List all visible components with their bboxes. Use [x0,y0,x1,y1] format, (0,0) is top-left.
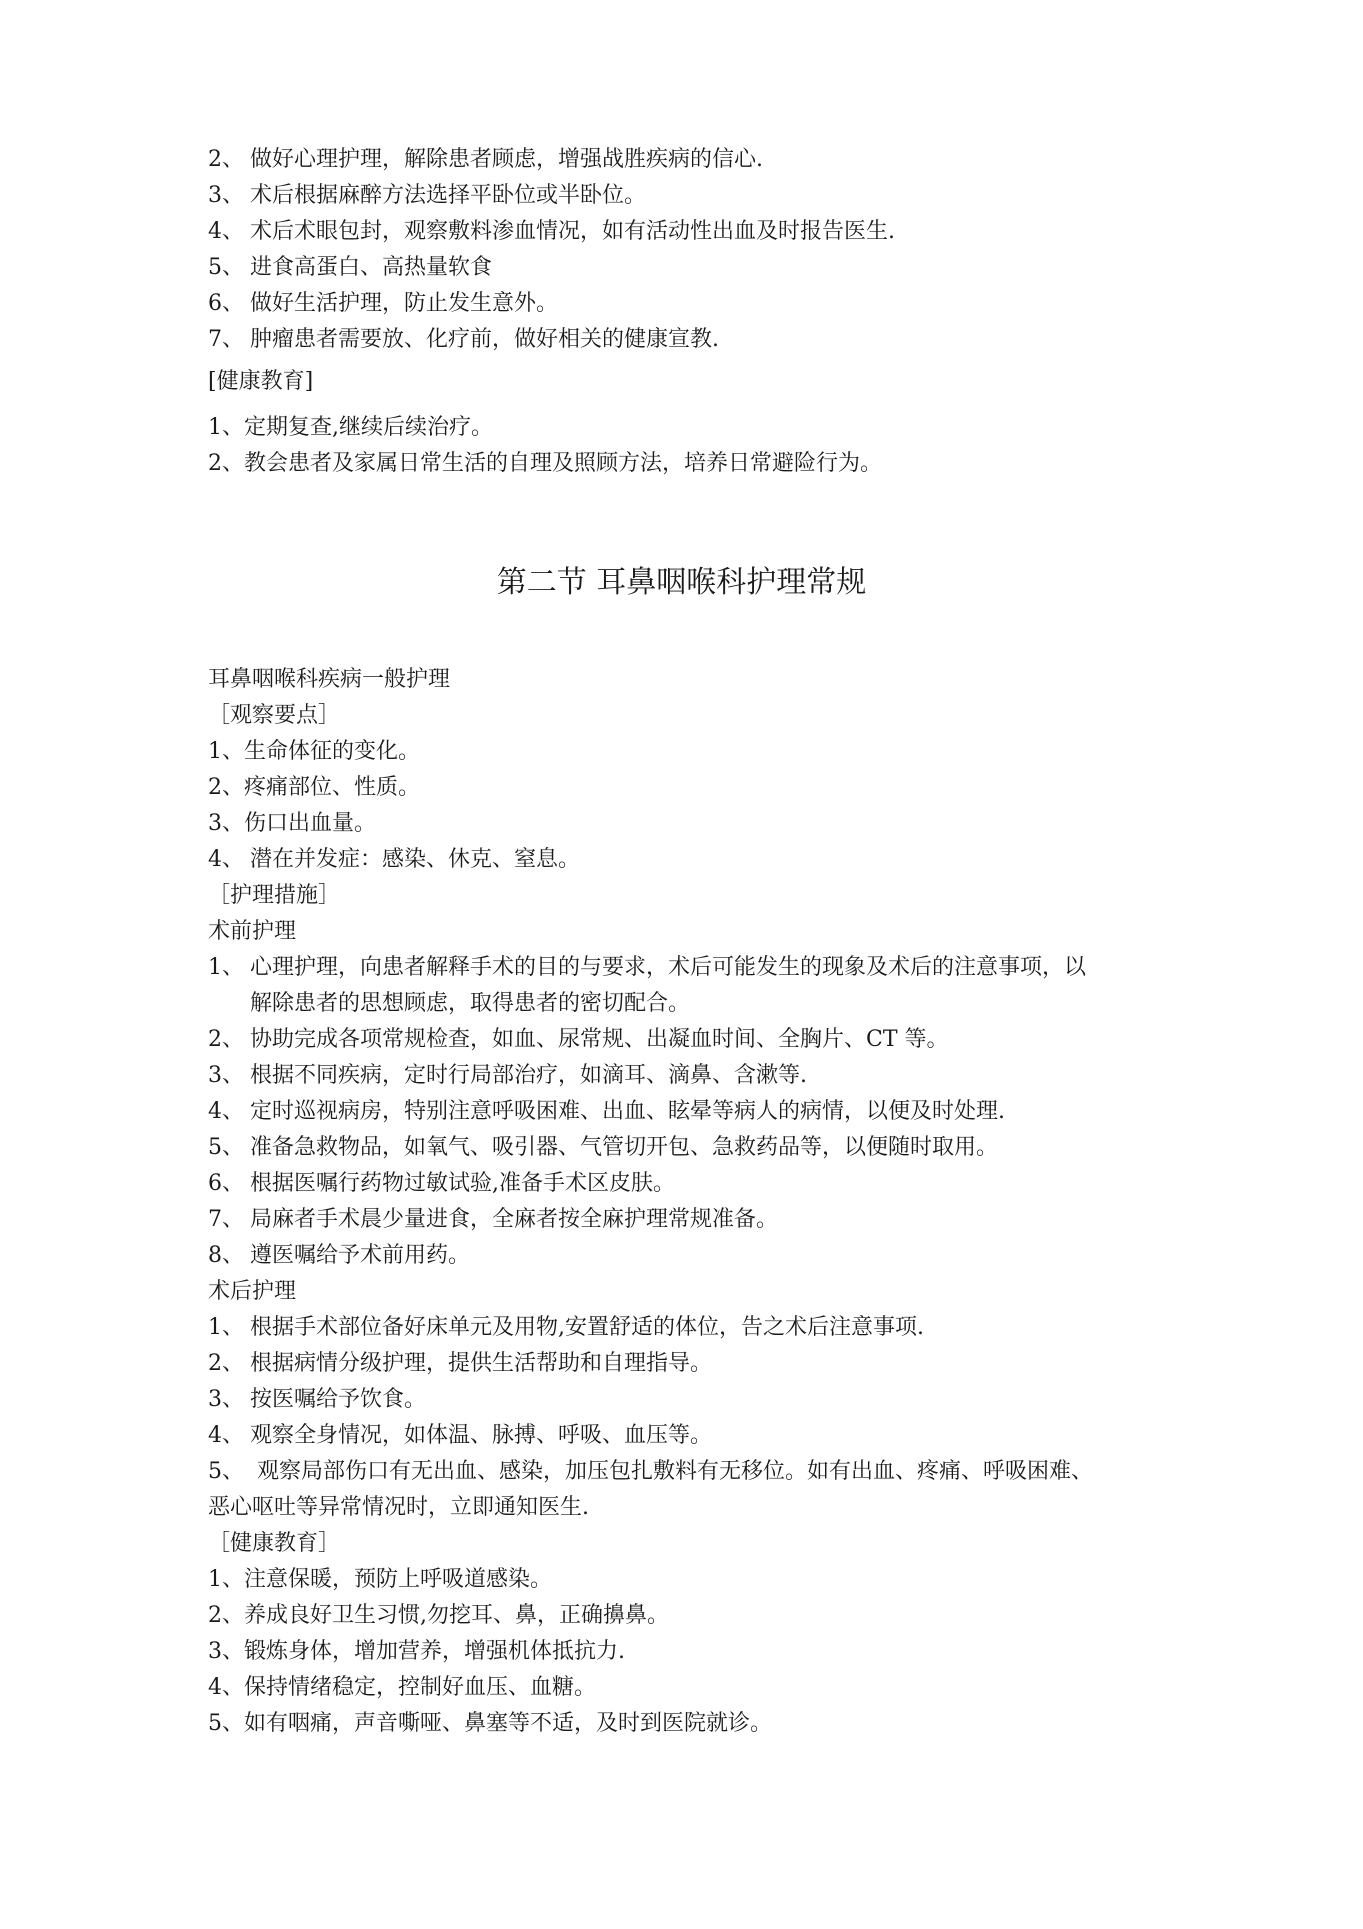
item-number: 1、 [208,739,244,764]
item-number: 1、 [208,1315,244,1340]
list-item [208,1026,949,1054]
list-item [208,846,580,874]
item-number: 6、 [208,1171,244,1196]
item-text: 观察局部伤口有无出血、感染，加压包扎敷料有无移位。如有出血、疼痛、呼吸困难、 [250,1459,1093,1484]
item-text: 做好心理护理，解除患者顾虑，增强战胜疾病的信心. [250,147,763,172]
preop-heading: 术前护理 [208,919,297,944]
measures-heading: ［护理措施］ [208,883,341,908]
list-item-continuation: 恶心呕吐等异常情况时，立即通知医生. [208,1495,589,1520]
item-number: 3、 [208,811,244,836]
item-text: 术后术眼包封，观察敷料渗血情况，如有活动性出血及时报告医生. [250,219,895,244]
item-number: 1、 [208,415,244,440]
postop-heading: 术后护理 [208,1279,297,1304]
list-item [208,810,376,838]
list-item [208,450,882,478]
list-item [208,738,420,766]
item-text: 肿瘤患者需要放、化疗前，做好相关的健康宣教. [250,327,719,352]
item-number: 4、 [208,847,244,872]
item-number: 2、 [208,1351,244,1376]
list-item [208,182,646,210]
list-item [208,1566,552,1594]
item-text: 根据手术部位备好床单元及用物,安置舒适的体位，告之术后注意事项. [250,1315,924,1340]
item-number: 5、 [208,255,244,280]
list-item [208,1134,998,1162]
item-text: 教会患者及家属日常生活的自理及照顾方法，培养日常避险行为。 [244,451,883,476]
list-item [208,1314,924,1342]
item-text: 定期复查,继续后续治疗。 [244,415,493,440]
list-item [208,1098,1005,1126]
item-number: 4、 [208,1099,244,1124]
list-item [208,1350,712,1378]
item-text: 准备急救物品，如氧气、吸引器、气管切开包、急救药品等，以便随时取用。 [250,1135,999,1160]
general-care-heading: 耳鼻咽喉科疾病一般护理 [208,667,451,692]
item-number: 4、 [208,1675,244,1700]
list-item [208,954,1086,982]
item-number: 2、 [208,1027,244,1052]
item-text: 如有咽痛，声音嘶哑、鼻塞等不适，及时到医院就诊。 [244,1711,773,1736]
item-text: 养成良好卫生习惯,勿挖耳、鼻，正确擤鼻。 [244,1603,669,1628]
item-text: 观察全身情况，如体温、脉搏、呼吸、血压等。 [250,1423,713,1448]
item-text: 术后根据麻醉方法选择平卧位或半卧位。 [250,183,647,208]
item-text: 潜在并发症：感染、休克、窒息。 [250,847,581,872]
item-text: 根据病情分级护理，提供生活帮助和自理指导。 [250,1351,713,1376]
item-text: 锻炼身体，增加营养，增强机体抵抗力. [244,1639,625,1664]
section-title: 第二节 耳鼻咽喉科护理常规 [496,565,867,600]
item-text: 定时巡视病房，特别注意呼吸困难、出血、眩晕等病人的病情，以便及时处理. [250,1099,1005,1124]
list-item [208,1458,1093,1486]
list-item [208,1674,596,1702]
item-number: 1、 [208,955,244,980]
item-text: 疼痛部位、性质。 [244,775,421,800]
item-text: 注意保暖，预防上呼吸道感染。 [244,1567,553,1592]
list-item [208,1206,778,1234]
list-item [208,326,719,354]
item-number: 1、 [208,1567,244,1592]
item-number: 2、 [208,451,244,476]
list-item [208,1386,426,1414]
item-number: 5、 [208,1711,244,1736]
item-number: 3、 [208,1063,244,1088]
item-number: 2、 [208,147,244,172]
list-item [208,1170,675,1198]
list-item [208,254,492,282]
list-item [208,1062,807,1090]
list-item [208,774,420,802]
item-text: 遵医嘱给予术前用药。 [250,1243,471,1268]
list-item [208,414,493,442]
item-text: 做好生活护理，防止发生意外。 [250,291,559,316]
health-education-heading: ［健康教育］ [208,1531,341,1556]
item-number: 5、 [208,1459,244,1484]
item-text: 进食高蛋白、高热量软食 [250,255,493,280]
observation-heading: ［观察要点］ [208,703,341,728]
health-education-heading: [健康教育] [208,369,314,394]
item-text: 根据医嘱行药物过敏试验,准备手术区皮肤。 [250,1171,675,1196]
item-text: 生命体征的变化。 [244,739,421,764]
item-number: 6、 [208,291,244,316]
item-number: 7、 [208,1207,244,1232]
item-number: 5、 [208,1135,244,1160]
item-number: 7、 [208,327,244,352]
list-item [208,1422,712,1450]
item-number: 3、 [208,183,244,208]
item-number: 4、 [208,219,244,244]
item-text: 心理护理，向患者解释手术的目的与要求，术后可能发生的现象及术后的注意事项，以 [250,955,1087,980]
list-item-continuation: 解除患者的思想顾虑，取得患者的密切配合。 [250,991,691,1016]
item-number: 4、 [208,1423,244,1448]
item-text: 根据不同疾病，定时行局部治疗，如滴耳、滴鼻、含漱等. [250,1063,807,1088]
item-text: 协助完成各项常规检查，如血、尿常规、出凝血时间、全胸片、CT 等。 [250,1027,949,1052]
list-item [208,1242,470,1270]
item-number: 2、 [208,1603,244,1628]
item-text: 保持情绪稳定，控制好血压、血糖。 [244,1675,597,1700]
item-number: 3、 [208,1387,244,1412]
list-item [208,218,895,246]
list-item [208,1710,772,1738]
item-text: 伤口出血量。 [244,811,377,836]
list-item [208,146,763,174]
list-item [208,1602,669,1630]
list-item [208,1638,625,1666]
item-text: 按医嘱给予饮食。 [250,1387,427,1412]
item-number: 2、 [208,775,244,800]
item-text: 局麻者手术晨少量进食，全麻者按全麻护理常规准备。 [250,1207,779,1232]
item-number: 3、 [208,1639,244,1664]
list-item [208,290,558,318]
item-number: 8、 [208,1243,244,1268]
